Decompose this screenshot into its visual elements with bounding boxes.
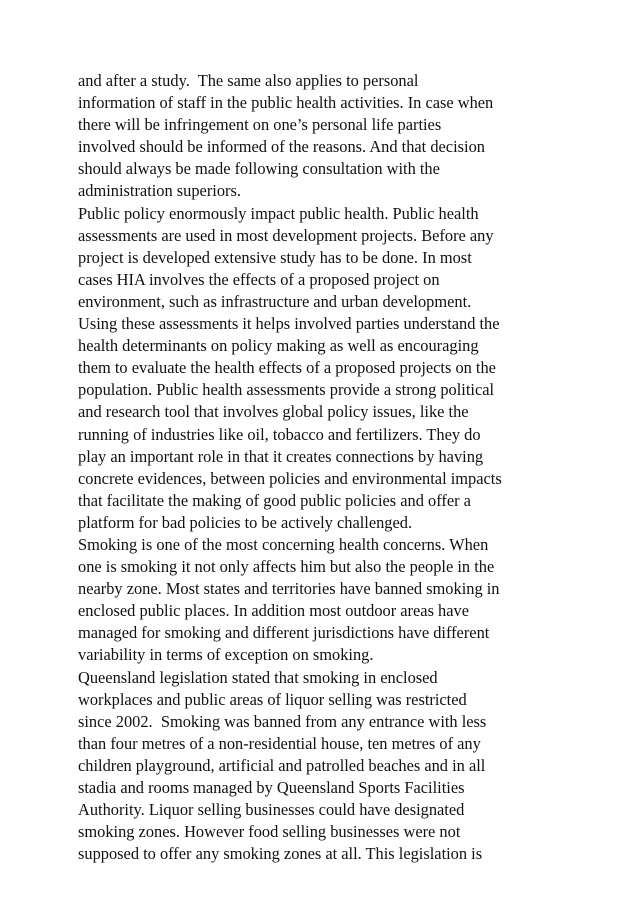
text-line: Queensland legislation stated that smoking in enclosed [78, 667, 438, 687]
text-line: platform for bad policies to be actively challenged. [78, 512, 413, 532]
text-line: health determinants on policy making as well as encouraging [78, 336, 479, 356]
text-line: Smoking is one of the most concerning health concerns. When [78, 534, 489, 554]
text-line: population. Public health assessments provide a strong political [78, 380, 495, 400]
text-line: smoking zones. However food selling businesses were not [78, 822, 461, 842]
text-line: there will be infringement on one’s personal life parties [78, 115, 442, 135]
text-line: concrete evidences, between policies and environmental impacts [78, 468, 502, 488]
text-line: administration superiors. [78, 181, 241, 201]
text-line: nearby zone. Most states and territories have banned smoking in [78, 579, 500, 599]
text-line: enclosed public places. In addition most outdoor areas have [78, 601, 469, 621]
text-line: running of industries like oil, tobacco and fertilizers. They do [78, 424, 481, 444]
text-line: than four metres of a non-residential house, ten metres of any [78, 733, 481, 753]
text-line: environment, such as infrastructure and urban development. [78, 291, 472, 311]
text-line: since 2002. Smoking was banned from any entrance with less [78, 711, 487, 731]
text-line: workplaces and public areas of liquor selling was restricted [78, 689, 467, 709]
text-line: and after a study. The same also applies to personal [78, 71, 419, 90]
text-line: that facilitate the making of good public policies and offer a [78, 490, 471, 510]
text-line: and research tool that involves global policy issues, like the [78, 402, 469, 422]
text-line: play an important role in that it creates connections by having [78, 446, 484, 466]
text-line: information of staff in the public health activities. In case when [78, 93, 494, 113]
text-line: stadia and rooms managed by Queensland Sports Facilities [78, 778, 465, 797]
text-line: assessments are used in most development projects. Before any [78, 225, 494, 245]
text-line: one is smoking it not only affects him but also the people in the [78, 557, 495, 577]
text-line: variability in terms of exception on smoking. [78, 645, 374, 665]
text-line: supposed to offer any smoking zones at all. This legislation is [78, 844, 483, 864]
text-line: children playground, artificial and patrolled beaches and in all [78, 755, 486, 775]
text-line: involved should be informed of the reasons. And that decision [78, 137, 485, 157]
text-line: Using these assessments it helps involved parties understand the [78, 314, 500, 334]
text-line: should always be made following consultation with the [78, 159, 440, 179]
text-line: managed for smoking and different jurisdictions have different [78, 623, 490, 643]
text-line: project is developed extensive study has to be done. In most [78, 247, 472, 267]
text-line: cases HIA involves the effects of a proposed project on [78, 269, 440, 289]
document-body-text [78, 70, 568, 865]
text-line: Public policy enormously impact public health. Public health [78, 203, 479, 223]
text-line: them to evaluate the health effects of a proposed projects on the [78, 358, 496, 378]
text-line: Authority. Liquor selling businesses could have designated [78, 800, 465, 820]
